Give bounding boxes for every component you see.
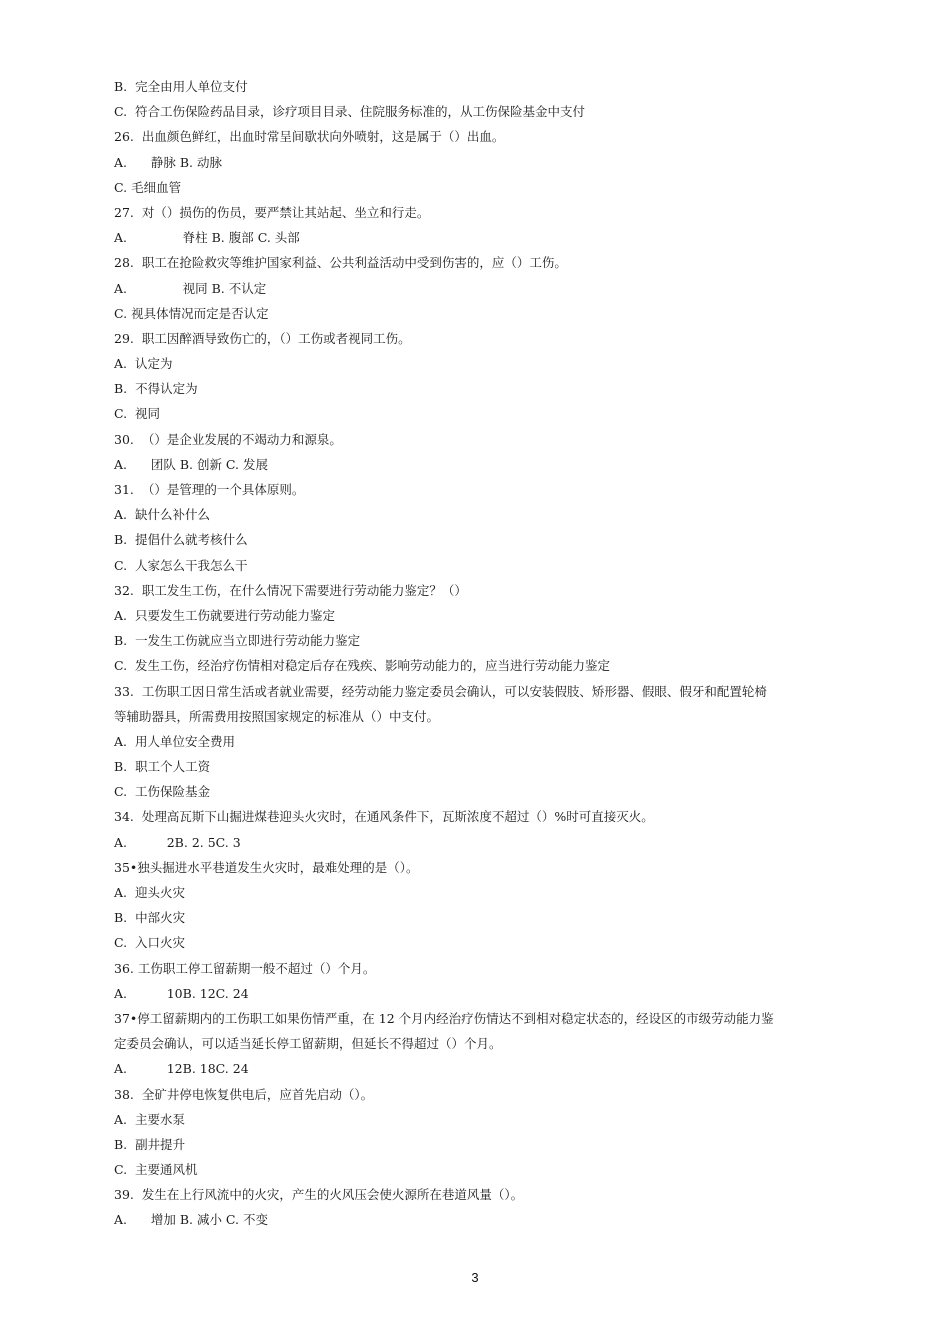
text-line: A. 迎头火灾 xyxy=(114,885,185,900)
text-line: B. 职工个人工资 xyxy=(114,759,211,775)
text-line: 等辅助器具，所需费用按照国家规定的标准从（）中支付。 xyxy=(114,708,440,724)
question-38: 38. 全矿井停电恢复供电后，应首先启动（）。 xyxy=(114,1086,374,1102)
text-line: A. 静脉 B. 动脉 xyxy=(114,154,222,170)
question-32: 32. 职工发生工伤，在什么情况下需要进行劳动能力鉴定？（） xyxy=(114,582,467,598)
text-line: A. 只要发生工伤就要进行劳动能力鉴定 xyxy=(114,607,335,623)
text-line: B. 中部火灾 xyxy=(114,910,186,926)
question-35: 35•独头掘进水平巷道发生火灾时，最难处理的是（）。 xyxy=(114,859,419,875)
text-line: C. 工伤保险基金 xyxy=(114,784,211,800)
text-line: B. 完全由用人单位支付 xyxy=(114,79,248,94)
question-26: 26. 出血颜色鲜红，出血时常呈间歇状向外喷射，这是属于（）出血。 xyxy=(114,129,505,145)
text-line: A. 团队 B. 创新 C. 发展 xyxy=(114,456,268,472)
question-33: 33. 工伤职工因日常生活或者就业需要，经劳动能力鉴定委员会确认，可以安装假肢、矫形器、假眼、假牙和配置轮椅 xyxy=(114,683,767,699)
text-line: A. 12B. 18C. 24 xyxy=(114,1061,249,1077)
text-line: C. 视具体情况而定是否认定 xyxy=(114,305,269,321)
text-line: C. 主要通风机 xyxy=(114,1162,198,1178)
page-content xyxy=(114,74,844,1233)
text-line: A. 认定为 xyxy=(114,356,173,372)
text-line: B. 副井提升 xyxy=(114,1136,186,1152)
page-number: 3 xyxy=(471,1270,479,1285)
question-31: 31. （）是管理的一个具体原则。 xyxy=(114,482,305,497)
text-line: A. 用人单位安全费用 xyxy=(114,733,235,749)
text-line: C. 入口火灾 xyxy=(114,935,186,951)
question-34: 34. 处理高瓦斯下山掘进煤巷迎头火灾时，在通风条件下，瓦斯浓度不超过（）%时可直接灭火。 xyxy=(114,809,654,825)
text-line: C. 人家怎么干我怎么干 xyxy=(114,557,248,573)
question-36: 36. 工伤职工停工留薪期一般不超过（）个月。 xyxy=(114,960,376,976)
question-28: 28. 职工在抢险救灾等维护国家利益、公共利益活动中受到伤害的，应（）工伤。 xyxy=(114,255,567,271)
text-line: B. 不得认定为 xyxy=(114,381,198,397)
text-line: A. 缺什么补什么 xyxy=(114,507,210,523)
text-line: C. 发生工伤，经治疗伤情相对稳定后存在残疾、影响劳动能力的，应当进行劳动能力鉴定 xyxy=(114,658,611,674)
text-line: B. 提倡什么就考核什么 xyxy=(114,532,248,548)
text-line: 定委员会确认，可以适当延长停工留薪期，但延长不得超过（）个月。 xyxy=(114,1036,502,1052)
question-30: 30. （）是企业发展的不竭动力和源泉。 xyxy=(114,431,342,447)
text-line: A. 增加 B. 减小 C. 不变 xyxy=(114,1212,268,1228)
text-line: C. 符合工伤保险药品目录，诊疗项目目录、住院服务标准的，从工伤保险基金中支付 xyxy=(114,104,586,120)
question-29: 29. 职工因醉酒导致伤亡的，（）工伤或者视同工伤。 xyxy=(114,330,411,346)
question-27: 27. 对（）损伤的伤员，要严禁让其站起、坐立和行走。 xyxy=(114,204,430,220)
question-37: 37•停工留薪期内的工伤职工如果伤情严重，在 12 个月内经治疗伤情达不到相对稳定状态的，经设区的市级劳动能力鉴 xyxy=(114,1010,774,1026)
text-line: B. 一发生工伤就应当立即进行劳动能力鉴定 xyxy=(114,633,361,649)
question-39: 39. 发生在上行风流中的火灾，产生的火风压会使火源所在巷道风量（）。 xyxy=(114,1187,524,1203)
text-line: A. 视同 B. 不认定 xyxy=(114,280,267,296)
text-line: C. 视同 xyxy=(114,406,161,422)
text-line: C. 毛细血管 xyxy=(114,179,182,195)
text-line: A. 10B. 12C. 24 xyxy=(114,985,249,1001)
text-line: A. 主要水泵 xyxy=(114,1111,185,1127)
text-line: A. 脊柱 B. 腹部 C. 头部 xyxy=(114,230,300,246)
text-line: A. 2B. 2. 5C. 3 xyxy=(114,834,241,850)
